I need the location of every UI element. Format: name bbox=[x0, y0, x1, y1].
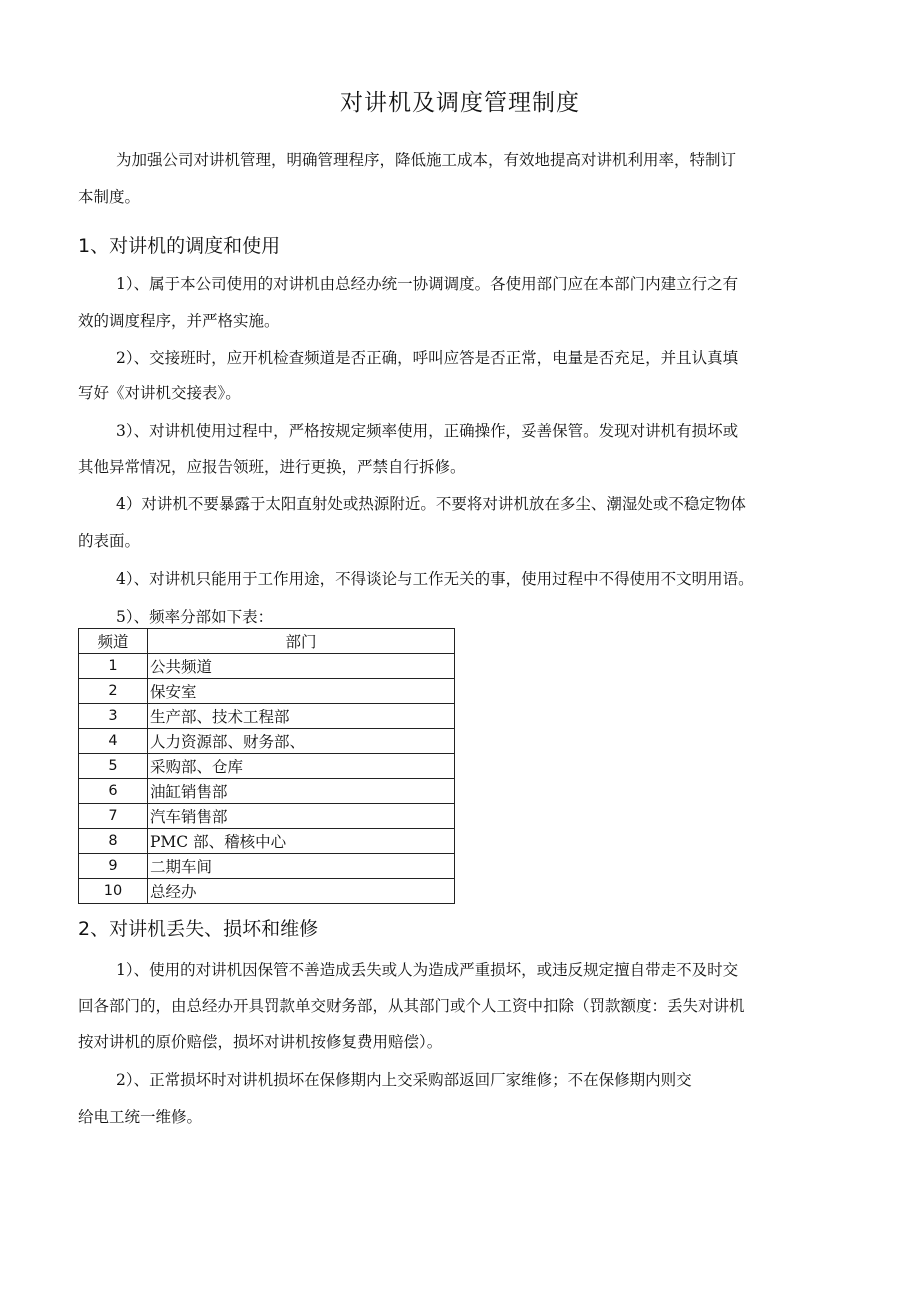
channel-cell: 4 bbox=[79, 729, 148, 754]
department-cell: 公共频道 bbox=[148, 654, 455, 679]
table-row bbox=[79, 854, 455, 879]
s1-item1-line-1: 1）、属于本公司使用的对讲机由总经办统一协调调度。各使用部门应在本部门内建立行之有 bbox=[116, 275, 739, 293]
department-cell: 生产部、技术工程部 bbox=[148, 704, 455, 729]
department-cell: PMC 部、稽核中心 bbox=[148, 829, 455, 854]
intro-line-2: 本制度。 bbox=[78, 188, 141, 206]
s1-item2-line-1: 2）、交接班时，应开机检查频道是否正确，呼叫应答是否正常，电量是否充足，并且认真填 bbox=[116, 349, 739, 367]
department-cell: 保安室 bbox=[148, 679, 455, 704]
channel-cell: 3 bbox=[79, 704, 148, 729]
document-title: 对讲机及调度管理制度 bbox=[340, 90, 580, 116]
s1-item3-line-2: 其他异常情况，应报告领班，进行更换，严禁自行拆修。 bbox=[78, 458, 466, 476]
s1-item4-line-1: 4）对讲机不要暴露于太阳直射处或热源附近。不要将对讲机放在多尘、潮湿处或不稳定物体 bbox=[116, 495, 746, 513]
header-department: 部门 bbox=[148, 629, 455, 654]
channel-cell: 1 bbox=[79, 654, 148, 679]
table-row bbox=[79, 879, 455, 904]
channel-cell: 5 bbox=[79, 754, 148, 779]
table-row bbox=[79, 829, 455, 854]
department-cell: 人力资源部、财务部、 bbox=[148, 729, 455, 754]
table-row bbox=[79, 729, 455, 754]
header-channel: 频道 bbox=[79, 629, 148, 654]
s1-item6: 5）、频率分部如下表： bbox=[116, 608, 274, 626]
s2-item1-line-2: 回各部门的，由总经办开具罚款单交财务部，从其部门或个人工资中扣除（罚款额度：丢失对讲机 bbox=[78, 997, 745, 1015]
department-cell: 油缸销售部 bbox=[148, 779, 455, 804]
table-row bbox=[79, 804, 455, 829]
department-cell: 二期车间 bbox=[148, 854, 455, 879]
section-1-heading: 1、对讲机的调度和使用 bbox=[78, 235, 281, 257]
s2-item2-line-1: 2）、正常损坏时对讲机损坏在保修期内上交采购部返回厂家维修；不在保修期内则交 bbox=[116, 1071, 692, 1089]
channel-cell: 6 bbox=[79, 779, 148, 804]
table-row bbox=[79, 679, 455, 704]
s1-item2-line-2: 写好《对讲机交接表》。 bbox=[78, 384, 241, 402]
s2-item1-line-1: 1）、使用的对讲机因保管不善造成丢失或人为造成严重损坏，或违反规定擅自带走不及时交 bbox=[116, 961, 739, 979]
table-row bbox=[79, 754, 455, 779]
channel-cell: 2 bbox=[79, 679, 148, 704]
channel-cell: 10 bbox=[79, 879, 148, 904]
channel-cell: 9 bbox=[79, 854, 148, 879]
frequency-table bbox=[78, 628, 455, 904]
department-cell: 采购部、仓库 bbox=[148, 754, 455, 779]
department-cell: 汽车销售部 bbox=[148, 804, 455, 829]
table-row bbox=[79, 654, 455, 679]
s2-item2-line-2: 给电工统一维修。 bbox=[78, 1108, 203, 1126]
table-row bbox=[79, 704, 455, 729]
section-2-heading: 2、对讲机丢失、损坏和维修 bbox=[78, 918, 319, 940]
s1-item1-line-2: 效的调度程序，并严格实施。 bbox=[78, 312, 280, 330]
s2-item1-line-3: 按对讲机的原价赔偿，损坏对讲机按修复费用赔偿）。 bbox=[78, 1033, 443, 1051]
s1-item5: 4）、对讲机只能用于工作用途，不得谈论与工作无关的事，使用过程中不得使用不文明用语。 bbox=[116, 570, 754, 588]
channel-cell: 8 bbox=[79, 829, 148, 854]
channel-cell: 7 bbox=[79, 804, 148, 829]
s1-item4-line-2: 的表面。 bbox=[78, 532, 141, 550]
department-cell: 总经办 bbox=[148, 879, 455, 904]
s1-item3-line-1: 3）、对讲机使用过程中，严格按规定频率使用，正确操作，妥善保管。发现对讲机有损坏或 bbox=[116, 422, 739, 440]
table-row bbox=[79, 779, 455, 804]
table-header-row bbox=[79, 629, 455, 654]
intro-line-1: 为加强公司对讲机管理，明确管理程序，降低施工成本，有效地提高对讲机利用率，特制订 bbox=[116, 151, 737, 169]
